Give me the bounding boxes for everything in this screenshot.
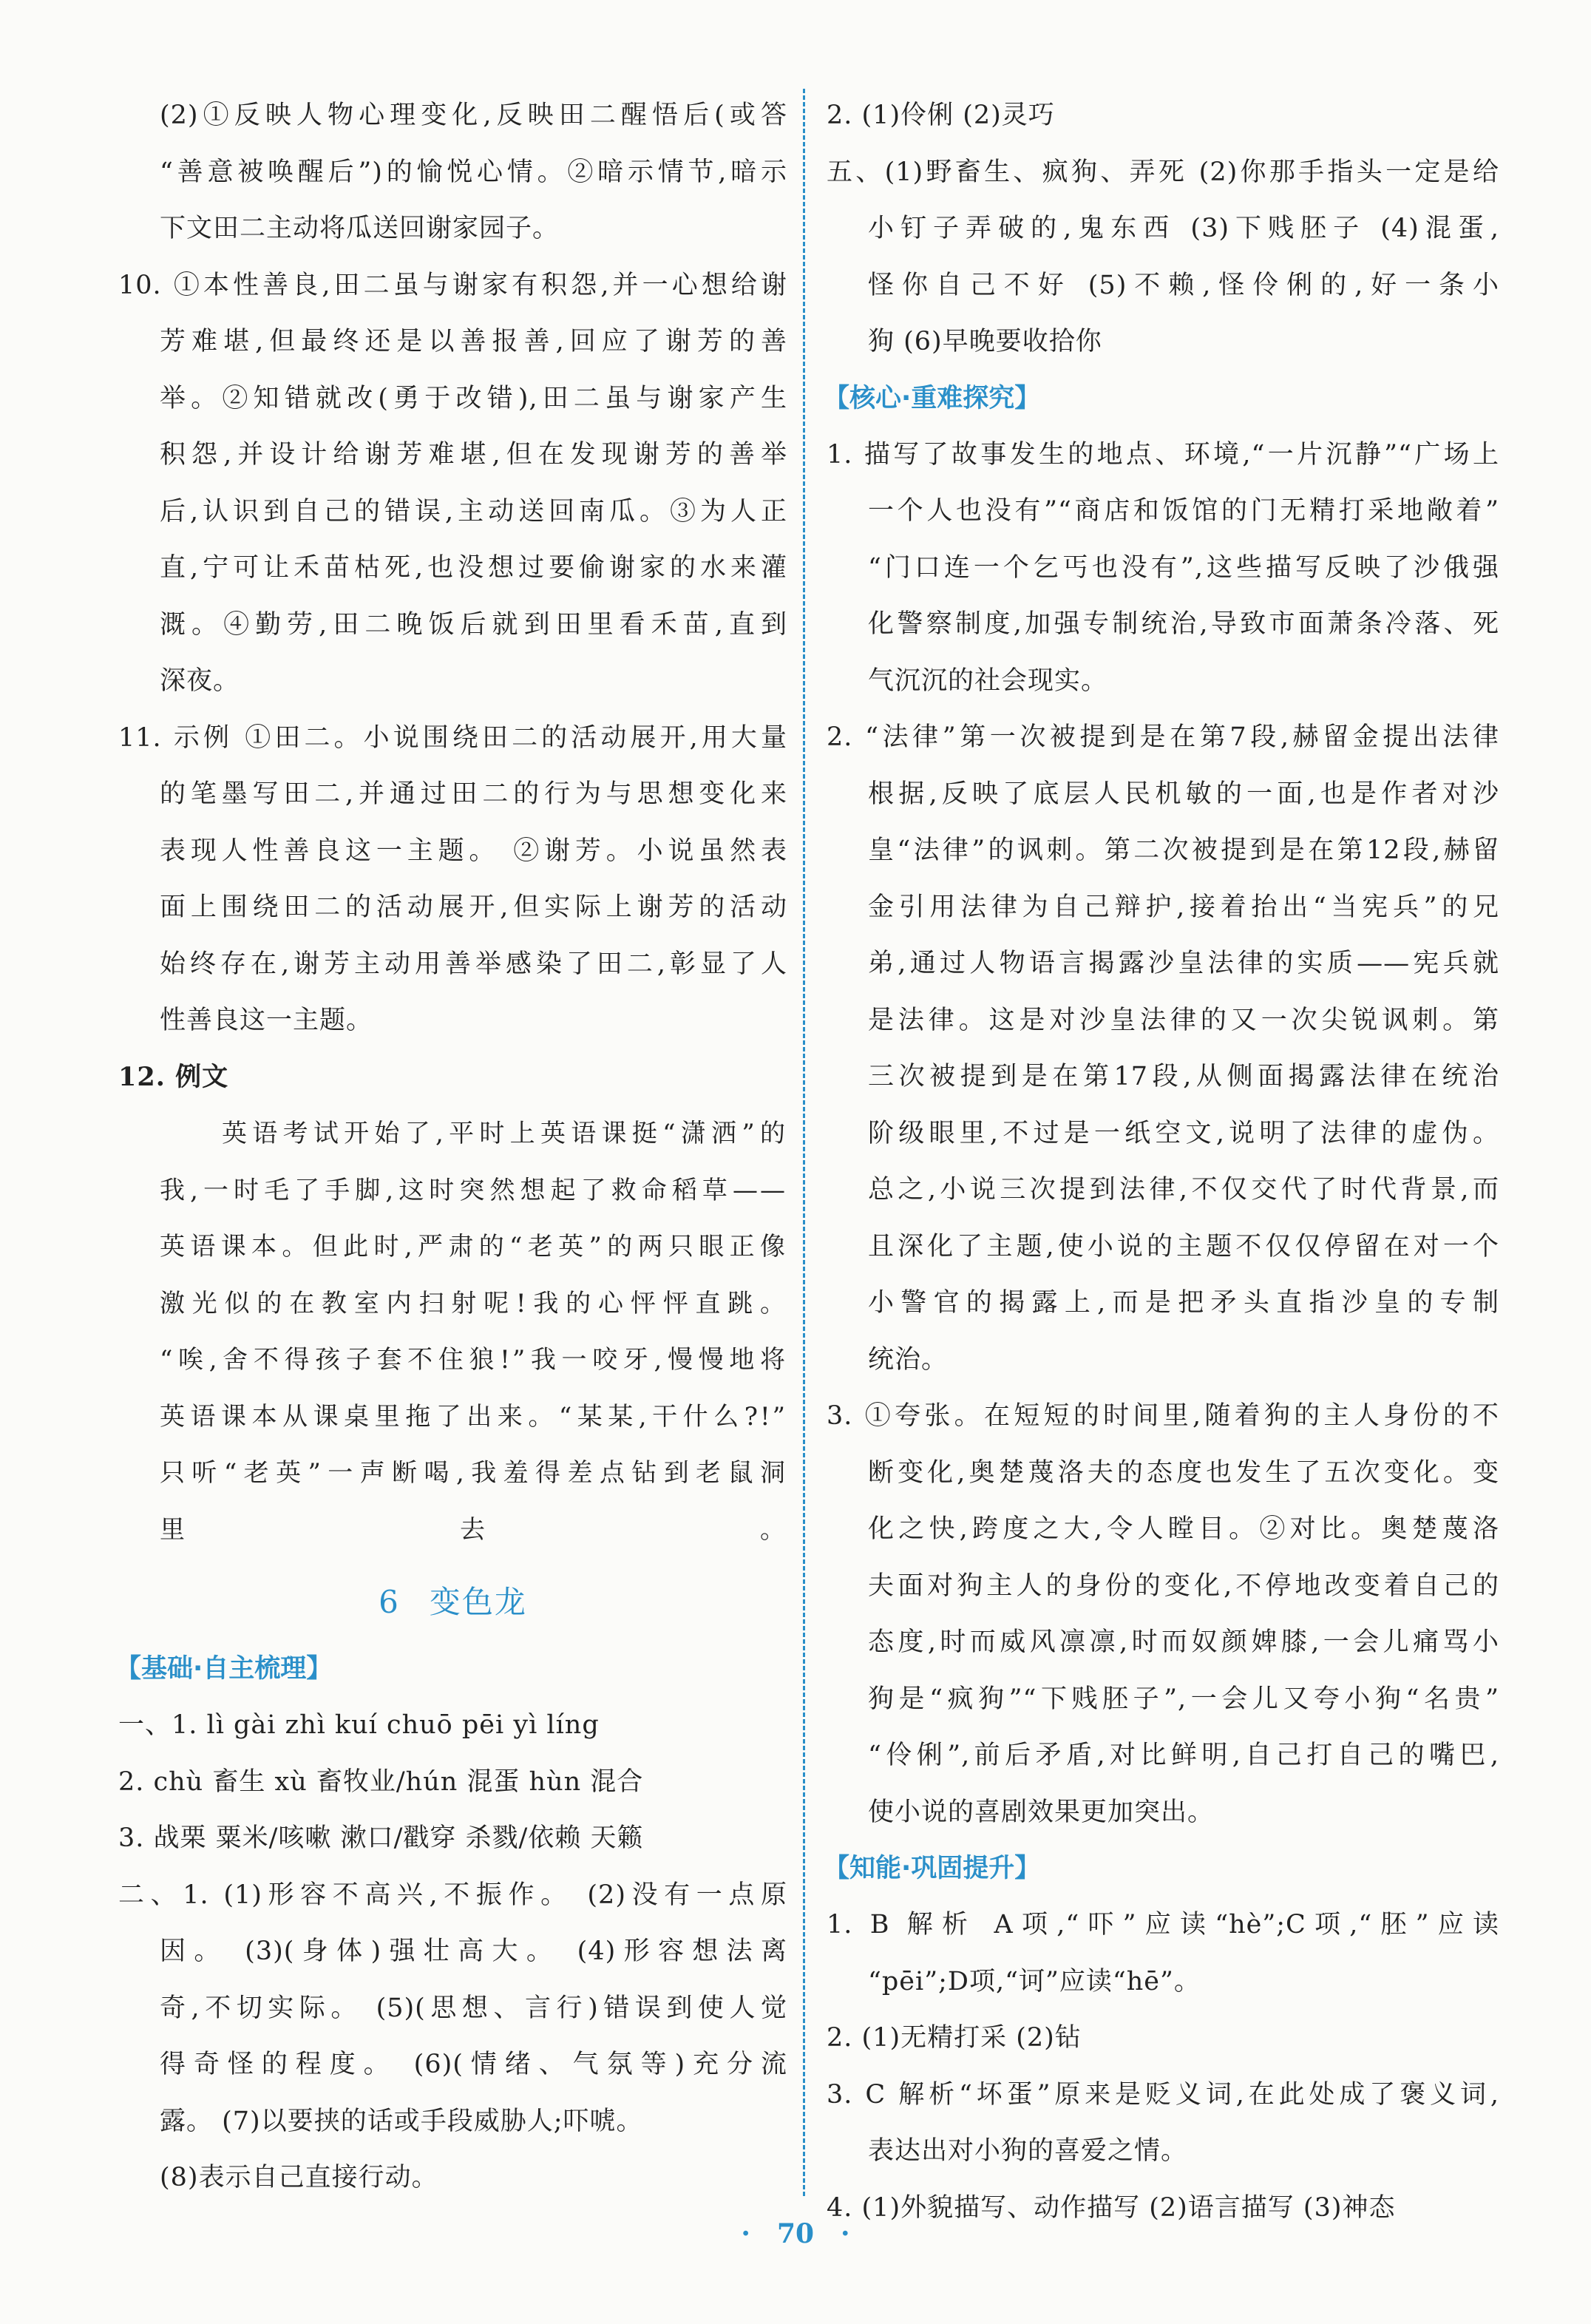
text-line: 2. (1)伶俐 (2)灵巧 bbox=[827, 101, 1055, 130]
skill-items bbox=[827, 1897, 1499, 2236]
text-line: 夫面对狗主人的身份的变化,不停地改变着自己的 bbox=[868, 1571, 1499, 1601]
lesson-number: 6 bbox=[379, 1584, 400, 1620]
essay-line: 只听“老英”一声断喝,我羞得差点钻到老鼠洞 bbox=[160, 1458, 787, 1488]
text-line: 小警官的揭露上,而是把矛头直指沙皇的专制 bbox=[868, 1288, 1499, 1318]
text-line: 是法律。这是对沙皇法律的又一次尖锐讽刺。第 bbox=[868, 1005, 1499, 1035]
text-line: 态度,时而威风凛凛,时而奴颜婢膝,一会儿痛骂小 bbox=[868, 1627, 1499, 1657]
text-line: 气沉沉的社会现实。 bbox=[868, 665, 1108, 696]
text-line: 性善良这一主题。 bbox=[160, 1006, 373, 1035]
text-line: 统治。 bbox=[868, 1344, 949, 1375]
text-line: 积怨,并设计给谢芳难堪,但在发现谢芳的善举 bbox=[160, 440, 787, 470]
essay-line: 激光似的在教室内扫射呢!我的心怦怦直跳。 bbox=[160, 1288, 787, 1318]
text-line: 二、1. (1)形容不高兴,不振作。 (2)没有一点原 bbox=[118, 1880, 787, 1910]
text-line: “pēi”;D项,“诃”应读“hē”。 bbox=[868, 1966, 1201, 1996]
text-line: 断变化,奥楚蔑洛夫的态度也发生了五次变化。变 bbox=[868, 1457, 1499, 1488]
text-line: 2. “法律”第一次被提到是在第7段,赫留金提出法律 bbox=[827, 722, 1499, 752]
text-line: 直,宁可让禾苗枯死,也没想过要偷谢家的水来灌 bbox=[160, 553, 787, 583]
text-line: 一个人也没有”“商店和饭馆的门无精打采地敞着” bbox=[868, 496, 1499, 526]
lesson-name: 变色龙 bbox=[429, 1584, 527, 1620]
text-line: 表达出对小狗的喜爱之情。 bbox=[868, 2136, 1188, 2166]
text-line: 3. C 解析“坏蛋”原来是贬义词,在此处成了褒义词, bbox=[827, 2079, 1499, 2110]
text-line: 根据,反映了底层人民机敏的一面,也是作者对沙 bbox=[868, 779, 1499, 809]
text-line: 下文田二主动将瓜送回谢家园子。 bbox=[160, 214, 560, 243]
text-line: 狗 (6)早晚要收拾你 bbox=[868, 327, 1102, 356]
text-line: 三次被提到是在第17段,从侧面揭露法律在统治 bbox=[868, 1062, 1499, 1091]
essay-line: “唉,舍不得孩子套不住狼!”我一咬牙,慢慢地将 bbox=[160, 1345, 787, 1375]
text-line: 后,认识到自己的错误,主动送回南瓜。③为人正 bbox=[160, 496, 787, 526]
essay-line: 我,一时毛了手脚,这时突然想起了救命稻草—— bbox=[160, 1175, 787, 1205]
left-column bbox=[115, 87, 787, 2206]
text-line: 金引用法律为自己辩护,接着抬出“当宪兵”的兄 bbox=[868, 892, 1499, 922]
text-line: 表现人性善良这一主题。 ②谢芳。小说虽然表 bbox=[160, 836, 787, 866]
text-line: 深夜。 bbox=[160, 666, 240, 696]
text-line: (8)表示自己直接行动。 bbox=[160, 2163, 438, 2192]
text-line: 3. 战栗 粟米/咳嗽 漱口/戳穿 杀戮/依赖 天籁 bbox=[118, 1823, 644, 1853]
text-line: “门口连一个乞丐也没有”,这些描写反映了沙俄强 bbox=[868, 552, 1499, 583]
page-number-value: 70 bbox=[776, 2218, 815, 2249]
text-line: 11. 示例 ①田二。小说围绕田二的活动展开,用大量 bbox=[118, 722, 787, 753]
text-line: 奇,不切实际。 (5)(思想、言行)错误到使人觉 bbox=[160, 1993, 787, 2023]
text-line: 小钉子弄破的,鬼东西 (3)下贱胚子 (4)混蛋, bbox=[868, 214, 1499, 243]
text-line: 一、1. lì gài zhì kuí chuō pēi yì líng bbox=[118, 1710, 600, 1740]
text-line: 怪你自己不好 (5)不赖,怪伶俐的,好一条小 bbox=[868, 270, 1499, 300]
text-line: 12. 例文 bbox=[118, 1061, 229, 1092]
essay-line: 英语课本。但此时,严肃的“老英”的两只眼正像 bbox=[160, 1232, 787, 1261]
text-line: “伶俐”,前后矛盾,对比鲜明,自己打自己的嘴巴, bbox=[868, 1741, 1499, 1770]
lesson-title bbox=[118, 1580, 787, 1625]
section-basic-header: 【基础·自主梳理】 bbox=[115, 1654, 333, 1684]
text-line: 阶级眼里,不过是一纸空文,说明了法律的虚伪。 bbox=[868, 1118, 1499, 1148]
text-line: 因。 (3)(身体)强壮高大。 (4)形容想法离 bbox=[160, 1937, 787, 1966]
text-line: “善意被唤醒后”)的愉悦心情。②暗示情节,暗示 bbox=[160, 157, 787, 187]
text-line: 举。②知错就改(勇于改错),田二虽与谢家产生 bbox=[160, 383, 787, 413]
text-line: 得奇怪的程度。 (6)(情绪、气氛等)充分流 bbox=[160, 2050, 787, 2079]
text-line: 芳难堪,但最终还是以善报善,回应了谢芳的善 bbox=[160, 327, 787, 356]
essay-line: 里去。 bbox=[160, 1514, 787, 1545]
text-line: 面上围绕田二的活动展开,但实际上谢芳的活动 bbox=[160, 892, 787, 922]
text-line: 的笔墨写田二,并通过田二的行为与思想变化来 bbox=[160, 779, 787, 809]
text-line: 1. B 解析 A项,“吓”应读“hè”;C项,“胚”应读 bbox=[827, 1910, 1499, 1940]
text-line: 狗是“疯狗”“下贱胚子”,一会儿又夸小狗“名贵” bbox=[868, 1684, 1499, 1714]
text-line: 五、(1)野畜生、疯狗、弄死 (2)你那手指头一定是给 bbox=[827, 157, 1499, 187]
text-line: 始终存在,谢芳主动用善举感染了田二,彰显了人 bbox=[160, 949, 787, 979]
text-line: 3. ①夸张。在短短的时间里,随着狗的主人身份的不 bbox=[827, 1401, 1499, 1431]
essay bbox=[118, 1105, 787, 1558]
text-line: 化之快,跨度之大,令人瞠目。②对比。奥楚蔑洛 bbox=[868, 1514, 1499, 1544]
text-line: (2)①反映人物心理变化,反映田二醒悟后(或答 bbox=[160, 101, 787, 130]
basic-lines bbox=[118, 1697, 787, 2206]
text-line: 2. (1)无精打采 (2)钻 bbox=[827, 2023, 1082, 2053]
section-skill-header: 【知能·巩固提升】 bbox=[824, 1854, 1041, 1883]
page-number: · 70 · bbox=[741, 2218, 850, 2249]
text-line: 1. 描写了故事发生的地点、环境,“一片沉静”“广场上 bbox=[827, 439, 1499, 470]
text-line: 溉。④勤劳,田二晚饭后就到田里看禾苗,直到 bbox=[160, 609, 787, 640]
text-line: 皇“法律”的讽刺。第二次被提到是在第12段,赫留 bbox=[868, 836, 1499, 865]
text-line: 弟,通过人物语言揭露沙皇法律的实质——宪兵就 bbox=[868, 949, 1499, 978]
essay-line: 英语考试开始了,平时上英语课挺“潇洒”的 bbox=[222, 1119, 787, 1148]
text-line: 且深化了主题,使小说的主题不仅仅停留在对一个 bbox=[868, 1231, 1499, 1261]
right-column bbox=[824, 87, 1499, 2236]
core-items bbox=[827, 427, 1499, 1841]
right-top-lines bbox=[827, 87, 1499, 370]
essay-line: 英语课本从课桌里拖了出来。“某某,干什么?!” bbox=[160, 1401, 787, 1432]
text-line: 露。 (7)以要挟的话或手段威胁人;吓唬。 bbox=[160, 2106, 643, 2136]
text-line: 使小说的喜剧效果更加突出。 bbox=[868, 1797, 1215, 1827]
text-line: 总之,小说三次提到法律,不仅交代了时代背景,而 bbox=[868, 1175, 1499, 1205]
text-line: 10. ①本性善良,田二虽与谢家有积怨,并一心想给谢 bbox=[118, 270, 787, 300]
column-divider bbox=[803, 89, 805, 2196]
text-line: 4. (1)外貌描写、动作描写 (2)语言描写 (3)神态 bbox=[827, 2192, 1396, 2223]
answers-top bbox=[118, 87, 787, 1105]
text-line: 2. chù 畜生 xù 畜牧业/hún 混蛋 hùn 混合 bbox=[118, 1766, 644, 1797]
text-line: 化警察制度,加强专制统治,导致市面萧条冷落、死 bbox=[868, 609, 1499, 639]
section-core-header: 【核心·重难探究】 bbox=[824, 383, 1041, 413]
